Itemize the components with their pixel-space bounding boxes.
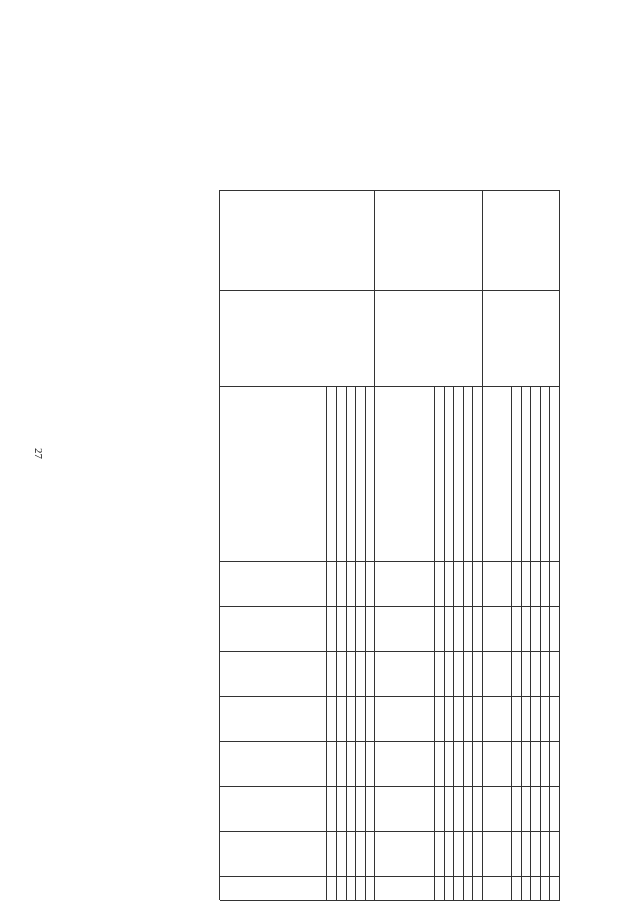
column-line	[375, 900, 483, 901]
row-line	[540, 386, 541, 900]
column-line	[483, 831, 560, 832]
column-line	[220, 606, 376, 607]
column-line	[220, 696, 376, 697]
column-line	[375, 606, 483, 607]
column-line	[220, 561, 376, 562]
column-line	[375, 786, 483, 787]
column-line	[483, 190, 560, 191]
column-line	[375, 876, 483, 877]
column-line	[375, 831, 483, 832]
budget-table	[92, 190, 560, 900]
row-line	[365, 386, 366, 900]
row-line	[549, 386, 550, 900]
column-line	[483, 606, 560, 607]
column-line	[483, 696, 560, 697]
column-line	[483, 386, 560, 387]
column-line	[483, 290, 560, 291]
row-line	[346, 386, 347, 900]
column-line	[375, 696, 483, 697]
column-line	[375, 290, 483, 291]
column-line	[375, 190, 483, 191]
column-line	[220, 290, 376, 291]
column-line	[483, 651, 560, 652]
page-number: 27	[32, 448, 44, 459]
row-line	[444, 386, 445, 900]
row-line	[336, 386, 337, 900]
row-line	[463, 386, 464, 900]
column-line	[220, 386, 376, 387]
row-line	[511, 386, 512, 900]
row-line	[530, 386, 531, 900]
column-line	[220, 190, 376, 191]
column-line	[220, 651, 376, 652]
row-line	[374, 190, 375, 900]
row-line	[482, 190, 483, 900]
column-line	[220, 741, 376, 742]
row-line	[472, 386, 473, 900]
row-line	[453, 386, 454, 900]
column-line	[483, 786, 560, 787]
column-line	[375, 386, 483, 387]
column-line	[220, 876, 376, 877]
column-line	[375, 561, 483, 562]
column-line	[220, 831, 376, 832]
column-line	[220, 786, 376, 787]
column-line	[483, 900, 560, 901]
row-line	[355, 386, 356, 900]
row-line	[521, 386, 522, 900]
column-line	[375, 741, 483, 742]
column-line	[483, 741, 560, 742]
column-line	[220, 900, 376, 901]
table-grid	[92, 190, 560, 900]
row-line	[434, 386, 435, 900]
row-line	[326, 386, 327, 900]
row-line	[219, 190, 220, 900]
row-line	[559, 190, 560, 900]
column-line	[375, 651, 483, 652]
column-line	[483, 876, 560, 877]
column-line	[483, 561, 560, 562]
